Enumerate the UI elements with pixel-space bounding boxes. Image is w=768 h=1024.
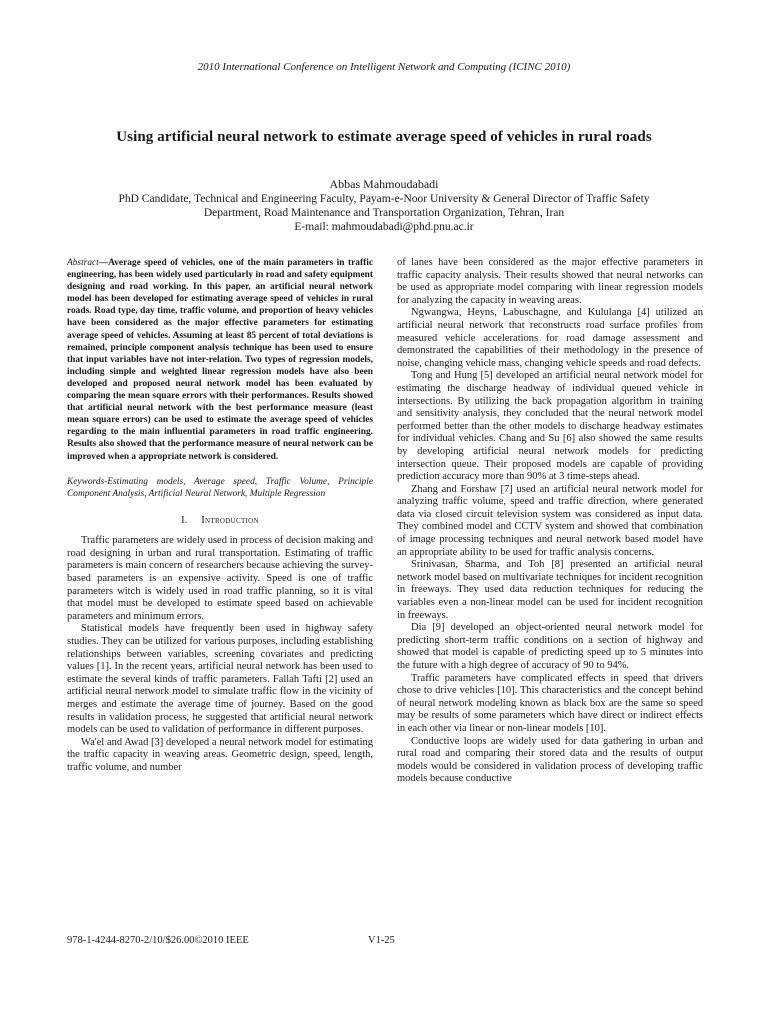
author-name: Abbas Mahmoudabadi bbox=[329, 177, 439, 191]
keywords: Keywords-Estimating models, Average speed, Traffic Volume, Principle Component Analysis, Artificial Neural Network, Multiple Regression bbox=[67, 476, 373, 499]
body-paragraph: Srinivasan, Sharma, and Toh [8] presented an artificial neural network model based on multivariate techniques for incident recognition in freeways. They used data reduction techniques for reducing the variables even a non-linear model can be used for incident recognition in freeways. bbox=[397, 559, 703, 621]
footer-isbn: 978-1-4244-8270-2/10/$26.00©2010 IEEE bbox=[67, 935, 249, 946]
abstract-label: Abstract bbox=[67, 258, 99, 268]
body-paragraph: Wa'el and Awad [3] developed a neural network model for estimating the traffic capacity in weaving areas. Geometric design, speed, length, traffic volume, and number bbox=[67, 736, 373, 773]
right-column bbox=[397, 257, 703, 786]
affiliation-line-1: PhD Candidate, Technical and Engineering Faculty, Payam-e-Noor University & General Director of Traffic Safety bbox=[118, 193, 650, 205]
abstract-text: —Average speed of vehicles, one of the main parameters in traffic engineering, has been widely used particularly in road and safety equipment designing and road working. In this paper, an artificial neural network model has been developed for estimating average speed of vehicles in rural roads. Road type, day time, traffic volume, and proportion of heavy vehicles have been considered as the major effective parameters for estimating average speed of vehicles. Assuming at least 85 percent of total deviations is remained, principle component analysis technique has been used to ensure that input variables have not inter-relation. Two types of regression models, including simple and weighted linear regression models have also been developed and proposed neural network model has been evaluated by comparing the mean square errors with their performances. Results showed that artificial neural network with the best performance measure (least mean square errors) can be used to estimate the average speed of vehicles regarding to the main influential parameters in road traffic engineering. Results also showed that the performance measure of neural network can be improved when a appropriate network is considered. bbox=[67, 258, 373, 462]
conference-header: 2010 International Conference on Intelligent Network and Computing (ICINC 2010) bbox=[197, 61, 571, 73]
body-paragraph: Traffic parameters have complicated effects in speed that drivers chose to drive vehicles [10]. This characteristics and the concept behind of neural network modeling known as black box are the same so speed may be results of some parameters which have direct or indirect effects in each other via linear or non-linear models [10]. bbox=[397, 672, 703, 734]
author-affiliation bbox=[70, 192, 698, 234]
body-paragraph: Ngwangwa, Heyns, Labuschagne, and Kululanga [4] utilized an artificial neural network that reconstructs road surface profiles from measured vehicle accelerations for road damage assessment and demonstrated the capabilities of their methodology in the presence of noise, changing vehicle mass, changing vehicle speeds and road defects. bbox=[397, 307, 703, 369]
abstract bbox=[67, 257, 373, 463]
section-title: Introduction bbox=[201, 514, 259, 526]
body-paragraph: Conductive loops are widely used for data gathering in urban and rural road and comparing their stored data and the results of output models would be considered in validation process of developing traffic models because conductive bbox=[397, 735, 703, 785]
affiliation-line-2: Department, Road Maintenance and Transportation Organization, Tehran, Iran bbox=[203, 207, 565, 219]
author-email: E-mail: mahmoudabadi@phd.pnu.ac.ir bbox=[294, 221, 474, 233]
page-number: V1-25 bbox=[368, 935, 395, 946]
body-paragraph-continued: of lanes have been considered as the major effective parameters in traffic capacity analysis. Their results showed that neural networks can be used as appropriate model comparing with linear regression models for analyzing the capacity in weaving areas. bbox=[397, 257, 703, 306]
body-paragraph: Traffic parameters are widely used in process of decision making and road designing in urban and rural transportation. Estimating of traffic parameters is main concern of researchers because achieving the survey-based parameters is an expensive activity. Speed is one of traffic parameters witch is widely used in road traffic planning, so it is vital that model must be developed to estimate speed based on achievable parameters and minimum errors. bbox=[67, 535, 373, 622]
body-paragraph: Dia [9] developed an object-oriented neural network model for predicting short-term traffic conditions on a section of highway and showed that model is capable of predicting speed up to 5 minutes into the future with a high degree of accuracy of 90 to 94%. bbox=[397, 622, 703, 671]
section-heading bbox=[67, 515, 373, 528]
section-number: I. bbox=[181, 514, 188, 526]
body-paragraph: Statistical models have frequently been used in highway safety studies. They can be utilized for various purposes, including establishing relationships between variables, screening covariates and predicting values [1]. In the recent years, artificial neural network has been used to estimate the several kinds of traffic parameters. Fallah Tafti [2] used an artificial neural network model to simulate traffic flow in the vicinity of merges and estimate the average time of journey. Based on the good results in validation process, he suggested that artificial neural network models can be used to validation of performance in different purposes. bbox=[67, 623, 373, 736]
body-paragraph: Tong and Hung [5] developed an artificial neural network model for estimating the discharge headway of individual queued vehicle in intersections. By utilizing the back propagation algorithm in training and sensitivity analysis, they concluded that the neural network model performed better than the other models to discharge headway estimates for individual vehicles. Chang and Su [6] also showed the same results by developing artificial neural network models for predicting intersection queue. Their proposed models are capable of providing prediction accuracy more than 90% at 3 time-steps ahead. bbox=[397, 370, 703, 483]
left-column bbox=[67, 257, 373, 774]
paper-title: Using artificial neural network to estimate average speed of vehicles in rural roads bbox=[116, 129, 652, 145]
body-paragraph: Zhang and Forshaw [7] used an artificial neural network model for analyzing traffic volume, speed and traffic direction, where generated data via closed circuit television system was considered as input data. They combined model and CCTV system and showed that combination of image processing techniques and neural network based model have an appropriate ability to be used for traffic analysis concerns. bbox=[397, 483, 703, 558]
